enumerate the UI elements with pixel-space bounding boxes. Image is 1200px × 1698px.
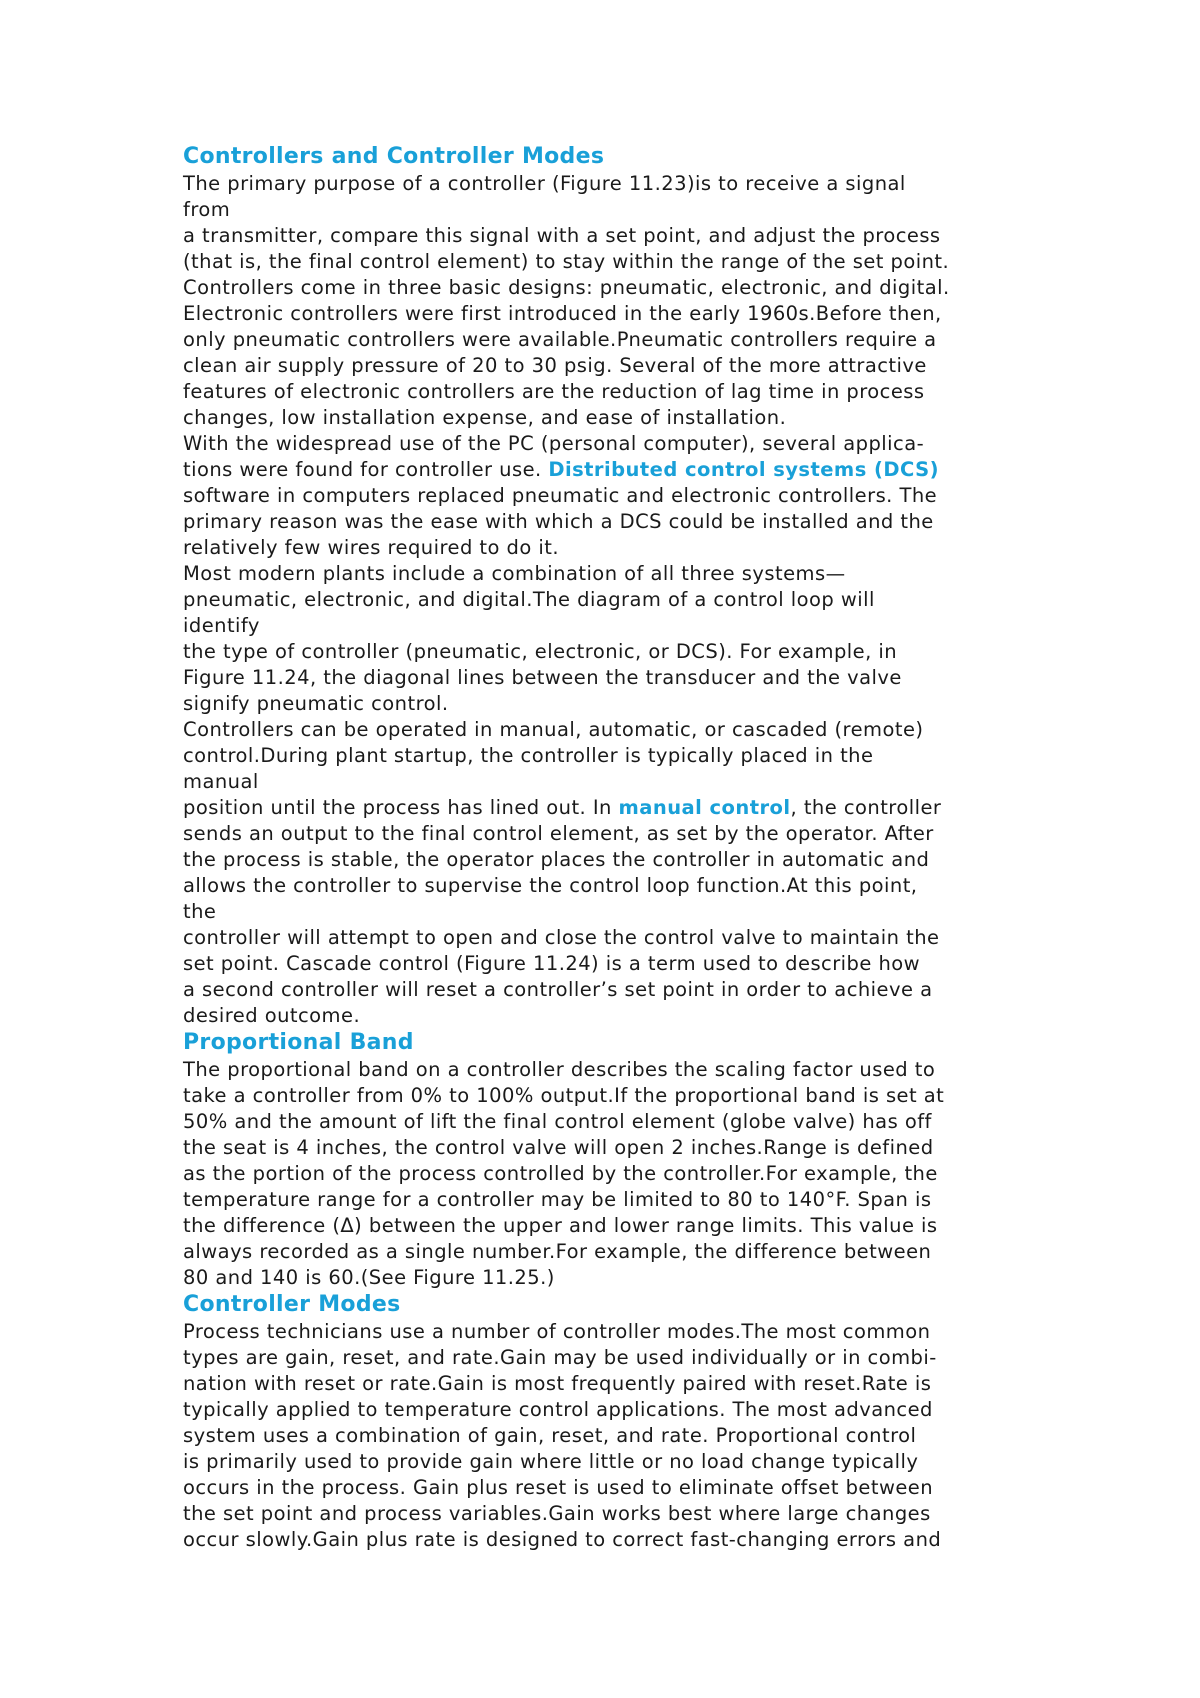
text-line: changes, low installation expense, and ease of installation. <box>183 406 787 429</box>
text-line: Figure 11.24, the diagonal lines between the transducer and the valve <box>183 666 902 689</box>
text-line: take a controller from 0% to 100% output.If the proportional band is set at <box>183 1084 945 1107</box>
text-line: the type of controller (pneumatic, electronic, or DCS). For example, in <box>183 640 898 663</box>
text-line: software in computers replaced pneumatic and electronic controllers. The <box>183 484 938 507</box>
text-line: only pneumatic controllers were available.Pneumatic controllers require a <box>183 328 937 351</box>
text-line: Controllers can be operated in manual, automatic, or cascaded (remote) <box>183 718 924 741</box>
text-line: the <box>183 900 217 923</box>
text-line: allows the controller to supervise the control loop function.At this point, <box>183 874 918 897</box>
text-line: occurs in the process. Gain plus reset is used to eliminate offset between <box>183 1476 934 1499</box>
text-line: control.During plant startup, the controller is typically placed in the <box>183 744 874 767</box>
text-line-manual <box>183 795 1043 821</box>
manual-control-term-link[interactable]: manual control <box>618 796 791 819</box>
text-line: relatively few wires required to do it. <box>183 536 560 559</box>
section-body-proportional-band <box>183 1057 1043 1291</box>
text-line: types are gain, reset, and rate.Gain may be used individually or in combi- <box>183 1346 937 1369</box>
section-body-controller-modes <box>183 1319 1043 1553</box>
text-segment: tions were found for controller use. <box>183 458 549 481</box>
text-line: 50% and the amount of lift the final control element (globe valve) has off <box>183 1110 932 1133</box>
text-line: the seat is 4 inches, the control valve will open 2 inches.Range is defined <box>183 1136 934 1159</box>
text-line: from <box>183 198 231 221</box>
text-line: features of electronic controllers are the reduction of lag time in process <box>183 380 925 403</box>
text-line: Electronic controllers were first introduced in the early 1960s.Before then, <box>183 302 942 325</box>
document-page <box>183 143 1043 1553</box>
text-line: The primary purpose of a controller (Figure 11.23)is to receive a signal <box>183 172 906 195</box>
section-heading-proportional-band: Proportional Band <box>183 1030 414 1055</box>
text-line: (that is, the final control element) to stay within the range of the set point. <box>183 250 950 273</box>
text-line: clean air supply pressure of 20 to 30 psig. Several of the more attractive <box>183 354 927 377</box>
text-line: typically applied to temperature control applications. The most advanced <box>183 1398 933 1421</box>
text-line: always recorded as a single number.For example, the difference between <box>183 1240 932 1263</box>
text-line: system uses a combination of gain, reset, and rate. Proportional control <box>183 1424 917 1447</box>
section-heading-controller-modes: Controller Modes <box>183 1292 401 1317</box>
text-line: controller will attempt to open and close the control valve to maintain the <box>183 926 940 949</box>
text-line: sends an output to the final control element, as set by the operator. After <box>183 822 934 845</box>
text-line: a transmitter, compare this signal with a set point, and adjust the process <box>183 224 941 247</box>
text-line: signify pneumatic control. <box>183 692 449 715</box>
text-line: identify <box>183 614 260 637</box>
text-line: manual <box>183 770 259 793</box>
section-body-controllers <box>183 171 1043 1029</box>
text-line: the set point and process variables.Gain works best where large changes <box>183 1502 931 1525</box>
text-line: pneumatic, electronic, and digital.The diagram of a control loop will <box>183 588 875 611</box>
text-line: The proportional band on a controller describes the scaling factor used to <box>183 1058 936 1081</box>
text-line: set point. Cascade control (Figure 11.24) is a term used to describe how <box>183 952 921 975</box>
text-line: a second controller will reset a controller’s set point in order to achieve a <box>183 978 933 1001</box>
text-line: Process technicians use a number of controller modes.The most common <box>183 1320 931 1343</box>
section-heading-controllers: Controllers and Controller Modes <box>183 144 605 169</box>
text-line: Most modern plants include a combination of all three systems— <box>183 562 846 585</box>
text-segment: position until the process has lined out. In <box>183 796 619 819</box>
text-line: Controllers come in three basic designs: pneumatic, electronic, and digital. <box>183 276 950 299</box>
text-line: primary reason was the ease with which a DCS could be installed and the <box>183 510 934 533</box>
text-line: desired outcome. <box>183 1004 361 1027</box>
text-line: the difference (Δ) between the upper and lower range limits. This value is <box>183 1214 938 1237</box>
dcs-term-link[interactable]: Distributed control systems (DCS) <box>548 458 939 481</box>
text-line: With the widespread use of the PC (personal computer), several applica- <box>183 432 925 455</box>
text-segment: , the controller <box>790 796 942 819</box>
text-line-dcs <box>183 457 1043 483</box>
text-line: is primarily used to provide gain where little or no load change typically <box>183 1450 919 1473</box>
text-line: 80 and 140 is 60.(See Figure 11.25.) <box>183 1266 555 1289</box>
text-line: temperature range for a controller may be limited to 80 to 140°F. Span is <box>183 1188 932 1211</box>
text-line: nation with reset or rate.Gain is most frequently paired with reset.Rate is <box>183 1372 932 1395</box>
text-line: occur slowly.Gain plus rate is designed to correct fast-changing errors and <box>183 1528 942 1551</box>
text-line: as the portion of the process controlled by the controller.For example, the <box>183 1162 938 1185</box>
text-line: the process is stable, the operator places the controller in automatic and <box>183 848 930 871</box>
